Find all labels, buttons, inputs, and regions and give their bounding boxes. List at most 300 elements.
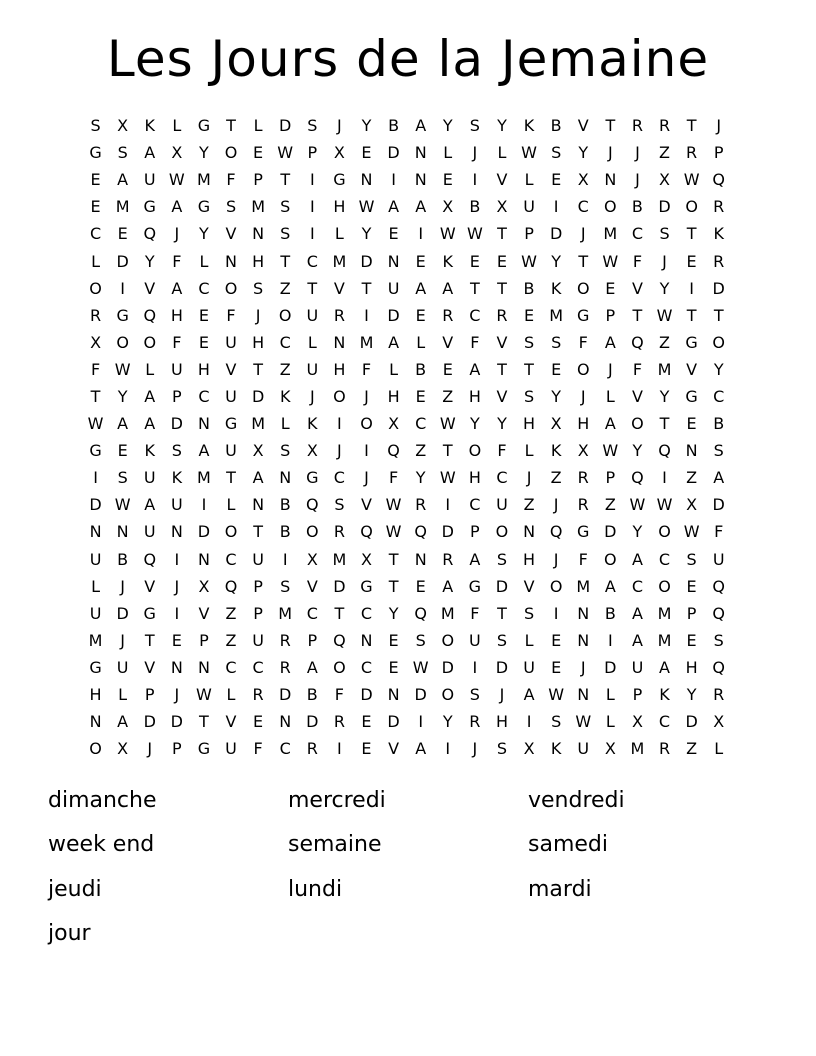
- grid-letter[interactable]: F: [361, 359, 372, 379]
- grid-letter[interactable]: C: [225, 657, 237, 677]
- grid-letter[interactable]: J: [662, 251, 667, 271]
- grid-letter[interactable]: I: [174, 603, 180, 623]
- grid-letter[interactable]: D: [712, 495, 725, 515]
- grid-letter[interactable]: G: [685, 332, 698, 352]
- grid-letter[interactable]: E: [117, 441, 128, 461]
- grid-letter[interactable]: O: [89, 278, 102, 298]
- grid-letter[interactable]: C: [658, 549, 671, 569]
- grid-letter[interactable]: S: [496, 630, 508, 650]
- grid-letter[interactable]: X: [361, 549, 372, 569]
- grid-letter[interactable]: R: [713, 685, 725, 705]
- grid-letter[interactable]: A: [442, 576, 454, 596]
- grid-letter[interactable]: Z: [604, 495, 616, 515]
- grid-letter[interactable]: I: [309, 170, 315, 190]
- grid-letter[interactable]: X: [171, 143, 183, 163]
- grid-letter[interactable]: X: [117, 739, 129, 759]
- grid-letter[interactable]: L: [118, 685, 128, 705]
- grid-letter[interactable]: A: [604, 414, 616, 434]
- grid-letter[interactable]: B: [523, 278, 535, 298]
- grid-letter[interactable]: P: [632, 685, 643, 705]
- grid-letter[interactable]: U: [252, 549, 264, 569]
- grid-letter[interactable]: Z: [659, 143, 670, 163]
- grid-letter[interactable]: M: [657, 630, 672, 650]
- grid-letter[interactable]: L: [307, 332, 317, 352]
- grid-letter[interactable]: P: [199, 630, 209, 650]
- grid-letter[interactable]: S: [117, 143, 128, 163]
- grid-letter[interactable]: V: [496, 170, 508, 190]
- grid-letter[interactable]: G: [197, 197, 211, 217]
- grid-letter[interactable]: E: [90, 170, 101, 190]
- grid-letter[interactable]: O: [306, 522, 319, 542]
- grid-letter[interactable]: S: [496, 739, 508, 759]
- grid-letter[interactable]: H: [333, 359, 346, 379]
- grid-letter[interactable]: Y: [469, 414, 480, 434]
- grid-letter[interactable]: N: [577, 603, 590, 623]
- grid-letter[interactable]: L: [524, 441, 534, 461]
- grid-letter[interactable]: C: [225, 549, 237, 569]
- grid-letter[interactable]: U: [523, 197, 535, 217]
- grid-letter[interactable]: O: [576, 278, 590, 298]
- grid-letter[interactable]: L: [524, 170, 534, 190]
- grid-letter[interactable]: I: [309, 197, 315, 217]
- grid-letter[interactable]: N: [333, 332, 346, 352]
- grid-letter[interactable]: W: [358, 197, 375, 217]
- grid-letter[interactable]: R: [469, 712, 481, 732]
- grid-letter[interactable]: X: [604, 739, 616, 759]
- grid-letter[interactable]: J: [337, 116, 342, 136]
- grid-letter[interactable]: G: [116, 305, 129, 325]
- grid-letter[interactable]: R: [415, 495, 427, 515]
- grid-letter[interactable]: W: [466, 224, 483, 244]
- grid-letter[interactable]: T: [469, 278, 480, 298]
- grid-letter[interactable]: K: [713, 224, 724, 244]
- grid-letter[interactable]: T: [280, 170, 291, 190]
- grid-letter[interactable]: E: [361, 712, 372, 732]
- grid-letter[interactable]: D: [116, 251, 129, 271]
- grid-letter[interactable]: L: [226, 495, 236, 515]
- grid-letter[interactable]: L: [389, 359, 399, 379]
- grid-letter[interactable]: A: [523, 685, 535, 705]
- grid-letter[interactable]: X: [523, 739, 535, 759]
- grid-letter[interactable]: F: [470, 332, 480, 352]
- grid-letter[interactable]: S: [171, 441, 182, 461]
- grid-letter[interactable]: Z: [523, 495, 535, 515]
- grid-letter[interactable]: O: [224, 522, 238, 542]
- grid-letter[interactable]: M: [251, 197, 266, 217]
- grid-letter[interactable]: Q: [414, 522, 427, 542]
- grid-letter[interactable]: B: [604, 603, 616, 623]
- grid-letter[interactable]: H: [170, 305, 183, 325]
- grid-letter[interactable]: J: [120, 576, 125, 596]
- grid-letter[interactable]: I: [418, 224, 424, 244]
- grid-letter[interactable]: R: [442, 305, 454, 325]
- grid-letter[interactable]: A: [631, 603, 643, 623]
- grid-letter[interactable]: S: [523, 332, 535, 352]
- grid-letter[interactable]: G: [360, 576, 373, 596]
- grid-letter[interactable]: V: [225, 359, 237, 379]
- grid-letter[interactable]: K: [550, 441, 562, 461]
- grid-letter[interactable]: C: [658, 712, 671, 732]
- grid-letter[interactable]: H: [495, 712, 508, 732]
- grid-letter[interactable]: W: [196, 685, 212, 705]
- grid-letter[interactable]: T: [253, 522, 263, 542]
- grid-letter[interactable]: X: [198, 576, 210, 596]
- grid-letter[interactable]: N: [523, 522, 536, 542]
- grid-letter[interactable]: T: [199, 712, 209, 732]
- grid-letter[interactable]: D: [441, 522, 454, 542]
- grid-letter[interactable]: S: [280, 224, 291, 244]
- grid-letter[interactable]: G: [333, 170, 346, 190]
- grid-letter[interactable]: W: [602, 251, 619, 271]
- grid-letter[interactable]: L: [524, 630, 534, 650]
- grid-letter[interactable]: E: [415, 251, 426, 271]
- grid-letter[interactable]: E: [442, 170, 453, 190]
- grid-letter[interactable]: E: [388, 224, 399, 244]
- grid-letter[interactable]: C: [713, 386, 725, 406]
- grid-letter[interactable]: L: [605, 712, 615, 732]
- grid-letter[interactable]: T: [686, 224, 697, 244]
- grid-letter[interactable]: U: [143, 468, 156, 488]
- grid-letter[interactable]: L: [334, 224, 344, 244]
- grid-letter[interactable]: E: [361, 143, 372, 163]
- grid-letter[interactable]: X: [90, 332, 102, 352]
- grid-letter[interactable]: D: [116, 603, 129, 623]
- grid-letter[interactable]: R: [577, 468, 589, 488]
- grid-letter[interactable]: B: [550, 116, 562, 136]
- grid-letter[interactable]: Y: [199, 143, 209, 163]
- grid-letter[interactable]: T: [497, 359, 507, 379]
- grid-letter[interactable]: V: [496, 386, 508, 406]
- grid-letter[interactable]: I: [282, 549, 288, 569]
- grid-letter[interactable]: M: [603, 224, 618, 244]
- grid-letter[interactable]: O: [631, 414, 644, 434]
- grid-letter[interactable]: N: [197, 549, 210, 569]
- grid-letter[interactable]: L: [145, 359, 155, 379]
- grid-letter[interactable]: N: [170, 522, 183, 542]
- grid-letter[interactable]: M: [88, 630, 103, 650]
- grid-letter[interactable]: H: [685, 657, 698, 677]
- grid-letter[interactable]: D: [387, 305, 400, 325]
- grid-letter[interactable]: E: [551, 359, 562, 379]
- grid-letter[interactable]: I: [364, 305, 369, 325]
- grid-letter[interactable]: L: [714, 739, 724, 759]
- grid-letter[interactable]: O: [116, 332, 129, 352]
- grid-letter[interactable]: Z: [279, 278, 291, 298]
- grid-letter[interactable]: O: [712, 332, 725, 352]
- grid-letter[interactable]: Z: [225, 630, 237, 650]
- grid-letter[interactable]: V: [333, 278, 345, 298]
- grid-letter[interactable]: O: [89, 739, 102, 759]
- grid-letter[interactable]: P: [144, 685, 155, 705]
- grid-letter[interactable]: N: [577, 630, 590, 650]
- grid-letter[interactable]: Y: [551, 386, 562, 406]
- grid-letter[interactable]: E: [551, 170, 562, 190]
- grid-letter[interactable]: H: [333, 197, 346, 217]
- grid-letter[interactable]: S: [469, 685, 480, 705]
- grid-letter[interactable]: H: [577, 414, 590, 434]
- grid-letter[interactable]: D: [143, 712, 156, 732]
- grid-letter[interactable]: Z: [659, 332, 670, 352]
- grid-letter[interactable]: N: [225, 251, 237, 271]
- grid-letter[interactable]: X: [550, 414, 562, 434]
- grid-letter[interactable]: M: [657, 359, 672, 379]
- grid-letter[interactable]: S: [280, 197, 291, 217]
- grid-letter[interactable]: Y: [686, 685, 697, 705]
- grid-letter[interactable]: B: [415, 359, 427, 379]
- grid-letter[interactable]: T: [632, 305, 643, 325]
- grid-letter[interactable]: F: [470, 603, 480, 623]
- grid-letter[interactable]: R: [631, 116, 643, 136]
- grid-letter[interactable]: A: [144, 495, 156, 515]
- grid-letter[interactable]: N: [604, 170, 617, 190]
- grid-letter[interactable]: A: [713, 468, 725, 488]
- grid-letter[interactable]: O: [685, 197, 698, 217]
- grid-letter[interactable]: N: [89, 712, 102, 732]
- grid-letter[interactable]: L: [605, 685, 615, 705]
- grid-letter[interactable]: T: [226, 116, 236, 136]
- grid-letter[interactable]: E: [253, 712, 264, 732]
- grid-letter[interactable]: T: [334, 603, 345, 623]
- grid-letter[interactable]: I: [689, 278, 694, 298]
- grid-letter[interactable]: C: [577, 197, 589, 217]
- grid-letter[interactable]: O: [441, 685, 455, 705]
- grid-letter[interactable]: Q: [549, 522, 563, 542]
- grid-letter[interactable]: T: [497, 278, 507, 298]
- grid-letter[interactable]: I: [472, 170, 478, 190]
- grid-letter[interactable]: U: [225, 739, 237, 759]
- grid-letter[interactable]: V: [631, 278, 643, 298]
- grid-letter[interactable]: N: [414, 143, 427, 163]
- grid-letter[interactable]: Q: [306, 495, 319, 515]
- grid-letter[interactable]: L: [253, 116, 263, 136]
- grid-letter[interactable]: U: [170, 495, 183, 515]
- grid-letter[interactable]: M: [278, 603, 293, 623]
- grid-letter[interactable]: W: [87, 414, 104, 434]
- grid-letter[interactable]: O: [441, 630, 455, 650]
- grid-letter[interactable]: J: [147, 739, 153, 759]
- grid-letter[interactable]: S: [253, 278, 264, 298]
- grid-letter[interactable]: D: [685, 712, 698, 732]
- grid-letter[interactable]: I: [472, 657, 478, 677]
- grid-letter[interactable]: J: [635, 170, 640, 190]
- grid-letter[interactable]: X: [252, 441, 264, 461]
- grid-letter[interactable]: I: [526, 712, 532, 732]
- grid-letter[interactable]: S: [686, 549, 697, 569]
- grid-letter[interactable]: O: [658, 522, 671, 542]
- grid-letter[interactable]: W: [439, 414, 456, 434]
- grid-letter[interactable]: D: [387, 712, 400, 732]
- grid-letter[interactable]: L: [416, 332, 426, 352]
- grid-letter[interactable]: O: [495, 522, 509, 542]
- grid-letter[interactable]: M: [332, 251, 347, 271]
- grid-letter[interactable]: G: [306, 468, 319, 488]
- grid-letter[interactable]: H: [468, 468, 481, 488]
- grid-letter[interactable]: A: [144, 414, 156, 434]
- grid-letter[interactable]: V: [361, 495, 372, 515]
- grid-letter[interactable]: L: [91, 251, 100, 271]
- grid-letter[interactable]: N: [414, 170, 427, 190]
- grid-letter[interactable]: T: [686, 116, 697, 136]
- grid-letter[interactable]: A: [631, 630, 643, 650]
- grid-letter[interactable]: K: [279, 386, 291, 406]
- grid-letter[interactable]: U: [116, 657, 129, 677]
- grid-letter[interactable]: H: [197, 359, 210, 379]
- grid-letter[interactable]: W: [548, 685, 565, 705]
- grid-letter[interactable]: A: [415, 739, 427, 759]
- grid-letter[interactable]: B: [469, 197, 481, 217]
- grid-letter[interactable]: O: [576, 359, 590, 379]
- grid-letter[interactable]: E: [469, 251, 480, 271]
- grid-letter[interactable]: V: [631, 386, 643, 406]
- grid-letter[interactable]: Y: [442, 116, 453, 136]
- grid-letter[interactable]: Q: [387, 441, 400, 461]
- grid-letter[interactable]: U: [469, 630, 481, 650]
- grid-letter[interactable]: S: [334, 495, 345, 515]
- grid-letter[interactable]: Y: [497, 116, 507, 136]
- grid-letter[interactable]: D: [495, 657, 509, 677]
- grid-letter[interactable]: X: [333, 143, 345, 163]
- grid-letter[interactable]: N: [360, 630, 373, 650]
- grid-letter[interactable]: N: [252, 495, 265, 515]
- grid-letter[interactable]: C: [631, 576, 643, 596]
- grid-letter[interactable]: D: [604, 522, 617, 542]
- grid-letter[interactable]: N: [387, 685, 400, 705]
- grid-letter[interactable]: O: [224, 278, 238, 298]
- grid-letter[interactable]: T: [388, 576, 399, 596]
- grid-letter[interactable]: X: [117, 116, 129, 136]
- grid-letter[interactable]: U: [143, 170, 156, 190]
- grid-letter[interactable]: S: [415, 630, 426, 650]
- grid-letter[interactable]: A: [415, 197, 427, 217]
- grid-letter[interactable]: M: [359, 332, 374, 352]
- grid-letter[interactable]: B: [279, 495, 291, 515]
- grid-letter[interactable]: E: [686, 251, 697, 271]
- grid-letter[interactable]: E: [253, 143, 264, 163]
- grid-letter[interactable]: Q: [712, 657, 725, 677]
- grid-letter[interactable]: Q: [414, 603, 427, 623]
- grid-letter[interactable]: X: [713, 712, 725, 732]
- grid-letter[interactable]: S: [117, 468, 128, 488]
- grid-letter[interactable]: I: [364, 441, 369, 461]
- grid-letter[interactable]: M: [576, 576, 591, 596]
- grid-letter[interactable]: R: [252, 685, 264, 705]
- grid-letter[interactable]: E: [198, 305, 209, 325]
- grid-letter[interactable]: X: [631, 712, 643, 732]
- grid-letter[interactable]: S: [551, 332, 562, 352]
- grid-letter[interactable]: U: [170, 359, 183, 379]
- grid-letter[interactable]: M: [197, 170, 211, 190]
- grid-letter[interactable]: V: [144, 657, 156, 677]
- grid-letter[interactable]: J: [635, 143, 640, 163]
- grid-letter[interactable]: U: [577, 739, 590, 759]
- grid-letter[interactable]: K: [523, 116, 535, 136]
- grid-letter[interactable]: R: [658, 739, 671, 759]
- grid-letter[interactable]: N: [387, 251, 400, 271]
- grid-letter[interactable]: G: [577, 522, 590, 542]
- grid-letter[interactable]: C: [198, 386, 210, 406]
- grid-letter[interactable]: D: [251, 386, 265, 406]
- grid-letter[interactable]: W: [575, 712, 592, 732]
- grid-letter[interactable]: A: [631, 549, 643, 569]
- grid-letter[interactable]: I: [93, 468, 98, 488]
- grid-letter[interactable]: D: [495, 576, 509, 596]
- grid-letter[interactable]: U: [89, 549, 102, 569]
- grid-letter[interactable]: P: [253, 576, 263, 596]
- grid-letter[interactable]: D: [306, 712, 319, 732]
- grid-letter[interactable]: S: [523, 603, 535, 623]
- grid-letter[interactable]: A: [171, 278, 183, 298]
- grid-letter[interactable]: X: [577, 441, 589, 461]
- grid-letter[interactable]: A: [604, 332, 616, 352]
- grid-letter[interactable]: J: [580, 657, 586, 677]
- grid-letter[interactable]: M: [549, 305, 564, 325]
- grid-letter[interactable]: T: [226, 468, 236, 488]
- grid-letter[interactable]: S: [551, 712, 562, 732]
- grid-letter[interactable]: H: [387, 386, 400, 406]
- grid-letter[interactable]: I: [607, 630, 613, 650]
- grid-letter[interactable]: T: [497, 603, 507, 623]
- grid-letter[interactable]: M: [251, 414, 266, 434]
- grid-letter[interactable]: Q: [712, 603, 725, 623]
- grid-letter[interactable]: V: [225, 224, 237, 244]
- grid-letter[interactable]: A: [604, 576, 616, 596]
- grid-letter[interactable]: Z: [686, 739, 698, 759]
- grid-letter[interactable]: C: [306, 251, 318, 271]
- grid-letter[interactable]: E: [388, 630, 399, 650]
- grid-letter[interactable]: E: [551, 657, 562, 677]
- grid-letter[interactable]: Q: [224, 576, 238, 596]
- grid-letter[interactable]: S: [551, 143, 562, 163]
- grid-letter[interactable]: V: [144, 576, 156, 596]
- grid-letter[interactable]: J: [174, 224, 180, 244]
- grid-letter[interactable]: J: [472, 739, 478, 759]
- grid-letter[interactable]: A: [388, 332, 400, 352]
- grid-letter[interactable]: A: [442, 278, 454, 298]
- grid-letter[interactable]: S: [713, 441, 724, 461]
- grid-letter[interactable]: N: [685, 441, 698, 461]
- grid-letter[interactable]: D: [170, 414, 183, 434]
- grid-letter[interactable]: M: [657, 603, 672, 623]
- grid-letter[interactable]: N: [252, 224, 265, 244]
- grid-letter[interactable]: J: [553, 549, 559, 569]
- grid-letter[interactable]: K: [442, 251, 454, 271]
- grid-letter[interactable]: R: [686, 143, 698, 163]
- grid-letter[interactable]: J: [607, 143, 613, 163]
- grid-letter[interactable]: T: [578, 251, 589, 271]
- grid-letter[interactable]: Q: [631, 332, 644, 352]
- grid-letter[interactable]: X: [306, 549, 318, 569]
- grid-letter[interactable]: T: [361, 278, 372, 298]
- grid-letter[interactable]: Q: [631, 468, 644, 488]
- grid-letter[interactable]: V: [306, 576, 318, 596]
- grid-letter[interactable]: A: [388, 197, 400, 217]
- grid-letter[interactable]: O: [333, 386, 346, 406]
- grid-letter[interactable]: N: [360, 170, 373, 190]
- grid-letter[interactable]: J: [309, 386, 315, 406]
- grid-letter[interactable]: C: [469, 495, 481, 515]
- grid-letter[interactable]: E: [388, 657, 399, 677]
- grid-letter[interactable]: F: [172, 332, 182, 352]
- grid-letter[interactable]: V: [388, 739, 400, 759]
- grid-letter[interactable]: E: [415, 386, 426, 406]
- grid-letter[interactable]: A: [469, 359, 481, 379]
- grid-letter[interactable]: W: [385, 522, 402, 542]
- grid-letter[interactable]: W: [439, 468, 456, 488]
- grid-letter[interactable]: H: [523, 549, 536, 569]
- grid-letter[interactable]: C: [89, 224, 102, 244]
- grid-letter[interactable]: I: [201, 495, 207, 515]
- grid-letter[interactable]: P: [172, 386, 182, 406]
